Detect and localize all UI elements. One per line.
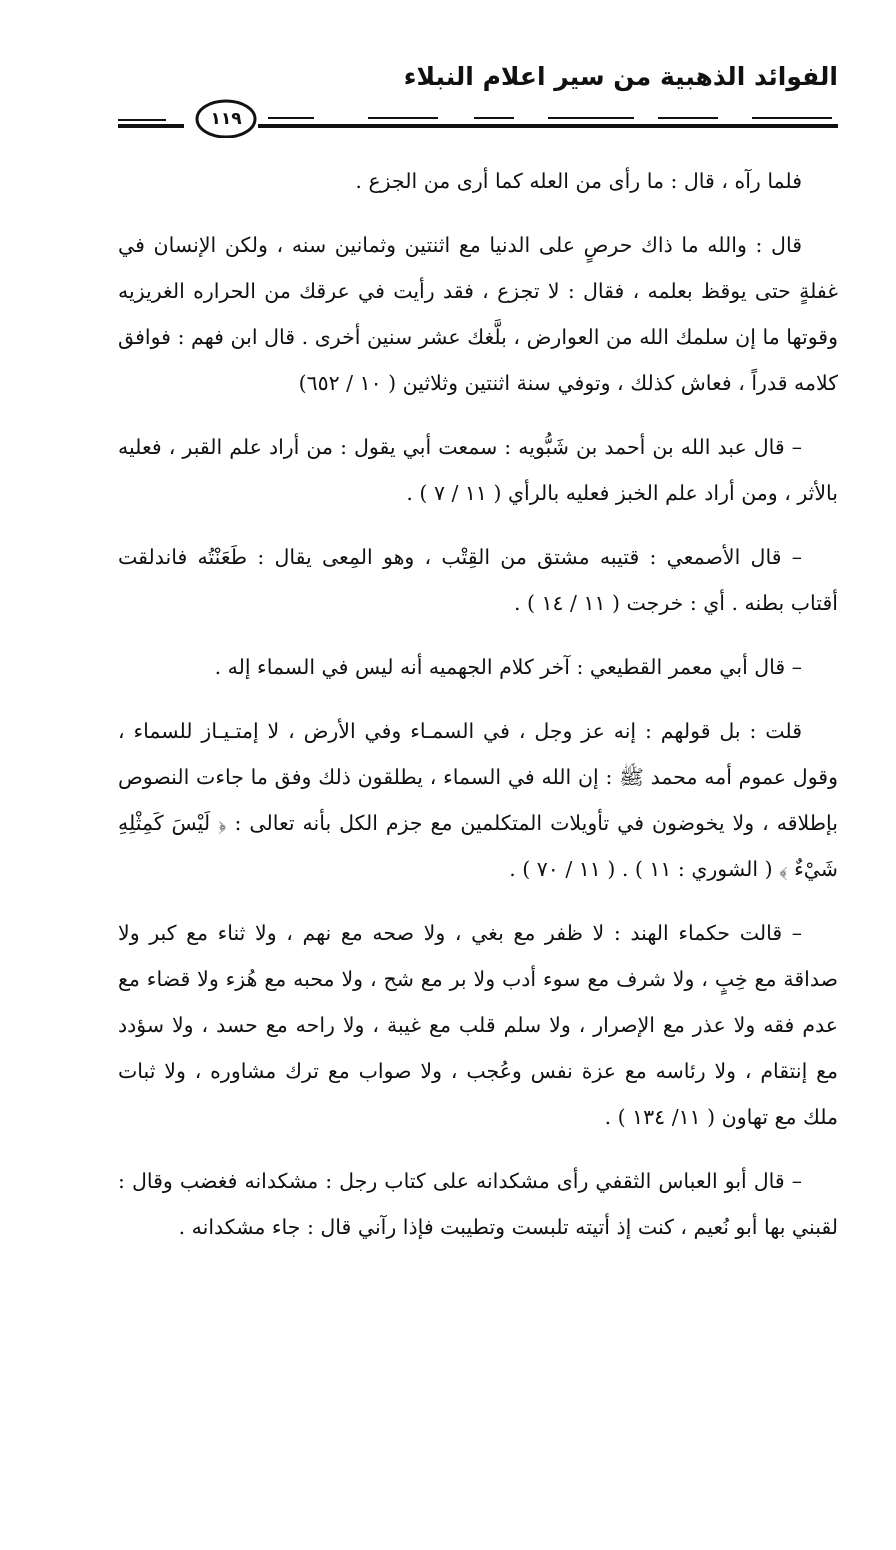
- page-header-title: الفوائد الذهبية من سير اعلام النبلاء: [403, 62, 838, 91]
- paragraph: – قال عبد الله بن أحمد بن شَبُّويه : سمعت أبي يقول : من أراد علم القبر ، فعليه بالأثر ، ومن أراد علم الخبز فعليه بالرأي ( ١١ / ٧ ) .: [118, 435, 838, 505]
- paragraph: قال : والله ما ذاك حرصٍ على الدنيا مع اثنتين وثمانين سنه ، ولكن الإنسان في غفلةٍ حتى يوقظ بعلمه ، فقال : لا تجزع ، فقد رأيت في عرقك من الحراره الغريزيه وقوتها ما إن سلمك الله من العوارض ، بلَّغك عشر سنين أخرى . قال ابن فهم : فوافق كلامه قدراً ، فعاش كذلك ، وتوفي سنة اثنتين وثلاثين ( ١٠ / ٦٥٢): [118, 233, 838, 395]
- paragraph: – قال الأصمعي : قتيبه مشتق من القِتْب ، وهو المِعى يقال : طَعَنْتُه فاندلقت أقتاب بطنه . أي : خرجت ( ١١ / ١٤ ) .: [118, 545, 838, 615]
- page-body: [118, 158, 838, 1268]
- paragraph: – قال أبي معمر القطيعي : آخر كلام الجهميه أنه ليس في السماء إله .: [214, 655, 802, 679]
- paragraph: فلما رآه ، قال : ما رأى من العله كما أرى من الجزع .: [355, 169, 802, 193]
- paragraph: – قال أبو العباس الثقفي رأى مشكدانه على كتاب رجل : مشكدانه فغضب وقال : لقبني بها أبو نُعيم ، كنت إذ أتيته تلبست وتطيبت فإذا رآني قال : جاء مشكدانه .: [118, 1169, 838, 1239]
- paragraph: – قالت حكماء الهند : لا ظفر مع بغي ، ولا صحه مع نهم ، ولا ثناء مع كبر ولا صداقة مع خِبٍ ، ولا شرف مع سوء أدب ولا بر مع شح ، ولا محبه مع هُزء ولا قضاء مع عدم فقه ولا عذر مع الإصرار ، ولا سلم قلب مع غيبة ، ولا راحه مع حسد ، ولا سؤدد مع إنتقام ، ولا رئاسه مع عزة نفس وعُجب ، ولا صواب مع ترك مشاوره ، ولا ثبات ملك مع تهاون ( ١١/ ١٣٤ ) .: [118, 921, 838, 1129]
- page-number: ١١٩: [210, 109, 242, 129]
- paragraph: قلت : بل قولهم : إنه عز وجل ، في السمـاء وفي الأرض ، لا إمتـيـاز للسماء ، وقول عموم أمه محمد ﷺ : إن الله في السماء ، يطلقون ذلك وفق ما جاءت النصوص بإطلاقه ، ولا يخوضون في تأويلات المتكلمين مع جزم الكل بأنه تعالى : ﴿ لَيْسَ كَمِثْلِهِ شَيْءٌ ﴾ ( الشوري : ١١ ) . ( ١١ / ٧٠ ) .: [118, 719, 838, 881]
